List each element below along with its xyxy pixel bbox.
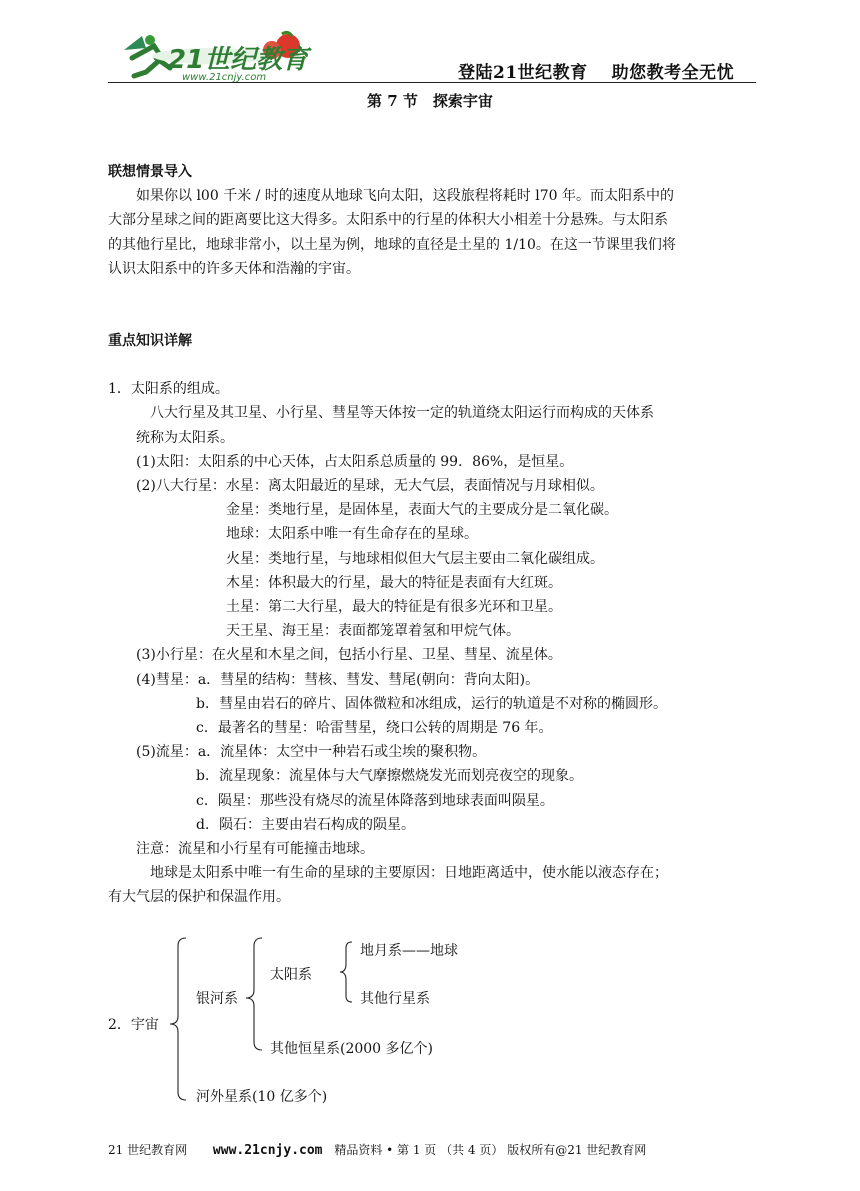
svg-text:21世纪教育: 21世纪教育 [168,45,309,75]
brace-universe [170,938,186,1100]
meteor-line: c．陨星：那些没有烧尽的流星体降落到地球表面叫陨星。 [196,792,554,809]
header-slogan: 登陆21世纪教育 助您教考全无忧 [458,63,735,83]
planet-line: 金星：类地行星，是固体星，表面大气的主要成分是二氧化碳。 [226,502,618,519]
item1-title: 1．太阳系的组成。 [108,381,229,398]
tree-root: 2．宇宙 [108,1017,159,1033]
definition-line: 统称为太阳系。 [136,429,234,446]
asteroid-line: (3)小行星：在火星和木星之间，包括小行星、卫星、彗星、流星体。 [136,647,562,664]
intro-line: 大部分星球之间的距离要比这大得多。太阳系中的行星的体积大小相差十分悬殊。与太阳系 [108,212,668,229]
earth-reason-line: 有大气层的保护和保温作用。 [108,889,290,906]
knowledge-heading: 重点知识详解 [108,333,192,350]
planet-line: 土星：第二大行星，最大的特征是有很多光环和卫星。 [226,599,562,616]
comet-line: b．彗星由岩石的碎片、固体微粒和冰组成，运行的轨道是不对称的椭圆形。 [196,695,667,712]
tree-other-planets: 其他行星系 [360,991,430,1007]
planet-line: 木星：体积最大的行星，最大的特征是表面有大红斑。 [226,574,562,591]
comet-line: c．最著名的彗星：哈雷彗星，绕口公转的周期是 76 年。 [196,720,553,737]
meteor-line: b．流星现象：流星体与大气摩擦燃烧发光而划亮夜空的现象。 [196,768,583,785]
footer-right: 精品资料 • 第 1 页 （共 4 页） 版权所有@21 世纪教育网 [334,1143,647,1157]
intro-line: 如果你以 l00 千米 / 时的速度从地球飞向太阳，这段旅程将耗时 l70 年。而太阳系中的 [136,188,674,205]
footer-left: 21 世纪教育网 [108,1143,188,1157]
svg-text:www.21cnjy.com: www.21cnjy.com [182,72,267,83]
footer-site-link[interactable]: www.21cnjy.com [212,1143,323,1158]
brace-milky-way [246,938,262,1050]
intro-line: 认识太阳系中的许多天体和浩瀚的宇宙。 [108,260,360,277]
meteor-line: d．陨石：主要由岩石构成的陨星。 [196,816,415,833]
page-title: 第 7 节 探索宇宙 [367,92,493,110]
tree-other-stars: 其他恒星系(2000 多亿个) [270,1041,434,1057]
planet-line: 地球：太阳系中唯一有生命存在的星球。 [226,526,478,543]
planet-line: 火星：类地行星，与地球相似但大气层主要由二氧化碳组成。 [226,550,604,567]
note-line: 注意：流星和小行星有可能撞击地球。 [136,841,374,858]
comet-line: (4)彗星：a．彗星的结构：彗核、彗发、彗尾(朝向：背向太阳)。 [136,671,540,688]
planets-line: (2)八大行星：水星：离太阳最近的星球，无大气层，表面情况与月球相似。 [136,478,604,495]
tree-earth-moon: 地月系——地球 [360,943,458,959]
intro-line: 的其他行星比，地球非常小，以土星为例，地球的直径是土星的 1/10。在这一节课里我们将 [108,236,676,253]
tree-extragalactic: 河外星系(10 亿多个) [196,1089,328,1105]
intro-heading: 联想情景导入 [108,164,192,180]
earth-reason-line: 地球是太阳系中唯一有生命的星球的主要原因：日地距离适中，使水能以液态存在； [150,865,668,882]
definition-line: 八大行星及其卫星、小行星、彗星等天体按一定的轨道绕太阳运行而构成的天体系 [150,405,654,422]
brace-solar-system [340,942,352,1002]
meteor-line: (5)流星：a．流星体：太空中一种岩石或尘埃的聚积物。 [136,744,487,761]
tree-solar-system: 太阳系 [270,967,312,983]
tree-milky-way: 银河系 [196,991,238,1007]
planet-line: 天王星、海王星：表面都笼罩着氢和甲烷气体。 [226,623,520,640]
page-footer [108,1141,646,1158]
sun-line: (1)太阳：太阳系的中心天体，占太阳系总质量的 99．86%，是恒星。 [136,453,574,470]
